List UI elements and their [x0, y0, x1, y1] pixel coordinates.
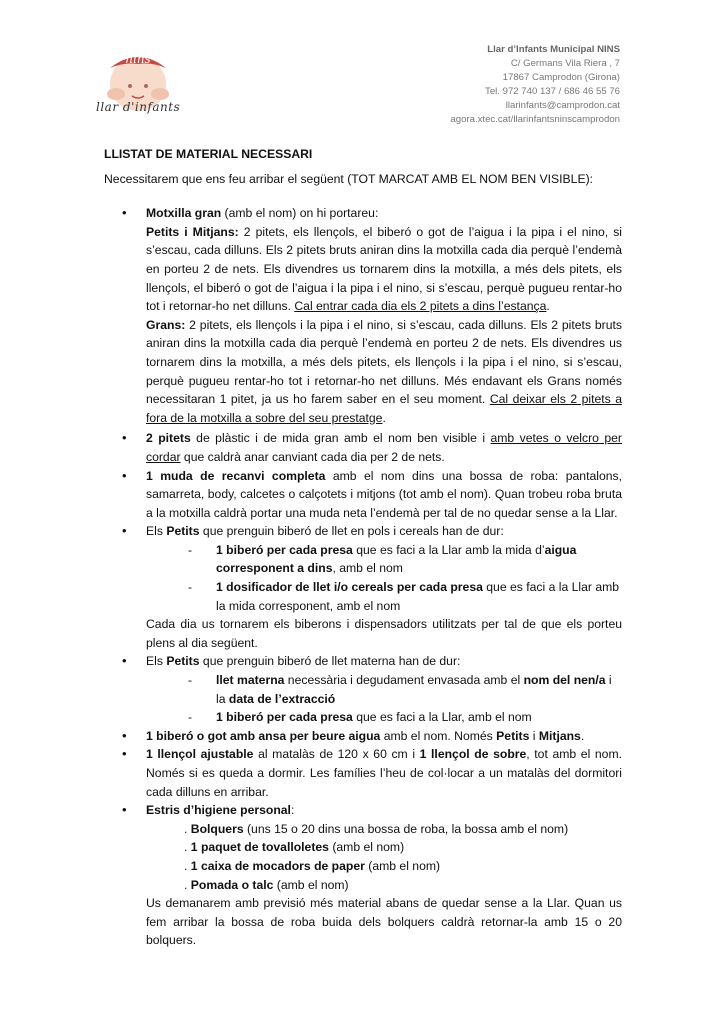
sub-bold: 1 dosificador de llet i/o cereals per cada presa: [216, 580, 483, 595]
website: agora.xtec.cat/llarinfantsninscamprodon: [450, 114, 620, 125]
material-list-cont: [104, 652, 622, 671]
logo: [92, 46, 184, 128]
sub-text: (uns 15 o 20 dins una bossa de roba, la bossa amb el nom): [243, 821, 569, 836]
item-text: al matalàs de 120 x 60 cm i: [253, 747, 420, 762]
list-item-llencol: [104, 745, 622, 801]
hygiene-note: Us demanarem amb previsió més material abans de quedar sense a la Llar. Quan us fem arribar la bossa de roba buida dels bolquers caldrà retornar-la amb 15 o 20 bolquers.: [146, 896, 622, 948]
dot: .: [184, 877, 191, 892]
sublist-llet: [104, 541, 622, 615]
sub-bold: 1 biberó per cada presa: [216, 710, 353, 725]
sublist-item: [188, 671, 622, 708]
item-bold: 1 llençol ajustable: [146, 747, 254, 762]
sublist-item: [188, 708, 622, 727]
sub-text: i la: [216, 673, 612, 706]
sublist-item: [188, 578, 622, 615]
item-text: que prenguin biberó de llet en pols i cereals han de dur:: [199, 524, 504, 539]
item-underline: amb vetes o velcro per cordar: [146, 431, 622, 464]
petits-underline: Cal entrar cada dia els 2 pitets a dins l’estança: [294, 299, 547, 314]
llet-note: Cada dia us tornarem els biberons i dispensadors utilitzats per tal de que els porteu plens al dia següent.: [146, 617, 622, 650]
sub-text: que es faci a la Llar amb la mida corresponent, amb el nom: [216, 580, 620, 613]
hygiene-list: [104, 820, 622, 894]
material-list: [104, 204, 622, 541]
list-item-petits-llet: [104, 522, 622, 541]
item-text: , tot amb el nom. Només si es queda a dormir. Les famílies l’heu de col·locar a un matalàs del dormitori cada dilluns en arribar.: [146, 747, 622, 799]
item-bold: 1 biberó o got amb ansa per beure aigua: [146, 728, 381, 743]
item-text: que prenguin biberó de llet materna han de dur:: [199, 654, 461, 669]
list-item-higiene: [104, 801, 622, 820]
letterhead: [450, 43, 620, 127]
item-text: (amb el nom) on hi portareu:: [221, 206, 379, 221]
list-item-got: [104, 727, 622, 746]
hygiene-item: [184, 876, 622, 895]
item-text: Els: [146, 524, 167, 539]
item-text: Els: [146, 654, 167, 669]
list-item-muda: [104, 467, 622, 523]
sub-bold: data de l’extracció: [228, 691, 336, 706]
punct: .: [382, 410, 386, 425]
sub-bold: 1 caixa de mocadors de paper: [190, 858, 365, 873]
sub-bold: 1 biberó per cada presa: [216, 542, 353, 557]
item-bold: 1 llençol de sobre: [419, 747, 527, 762]
sub-bold: llet materna: [216, 673, 285, 688]
sublist-materna: [104, 671, 622, 727]
item-text: que caldrà anar canviant cada dia per 2 de nets.: [180, 449, 445, 464]
document-body: [104, 145, 622, 950]
petits-text: 2 pitets, els llençols, el biberó o got de l’aigua i la pipa i el nino, si s’escau, cada dilluns. Els 2 pitets bruts aniran dins la motxilla cada dia perquè l’endemà en porteu 2 de nets. Els divendres us tornarem dins la motxilla, a més dels pitets, els llençols, el biberó o got de l’aigua i la pipa i el nino, si s’escau, perquè pugueu rentar-ho tot i retornar-ho net dilluns.: [146, 224, 622, 314]
address: C/ Germans Vila Riera , 7: [510, 58, 620, 69]
document-title: LLISTAT DE MATERIAL NECESSARI: [104, 147, 313, 161]
sublist-item: [188, 541, 622, 578]
list-item-motxilla: [104, 204, 622, 427]
sub-text: (amb el nom): [273, 877, 349, 892]
list-item-pitets: [104, 429, 622, 466]
item-bold: Petits: [166, 654, 200, 669]
dot: .: [184, 821, 191, 836]
material-list-cont2: [104, 727, 622, 820]
item-text: de plàstic i de mida gran amb el nom ben visible i: [190, 431, 491, 446]
intro-text: Necessitarem que ens feu arribar el següent (TOT MARCAT AMB EL NOM BEN VISIBLE):: [104, 171, 594, 186]
item-bold: Motxilla gran: [146, 206, 222, 221]
item-bold: Petits: [166, 524, 200, 539]
list-item-petits-materna: [104, 652, 622, 671]
sub-bold: 1 paquet de tovalloletes: [190, 840, 329, 855]
dot: .: [184, 858, 191, 873]
sub-text: (amb el nom): [364, 858, 441, 873]
hygiene-item: [184, 857, 622, 876]
item-bold: 2 pitets: [146, 431, 191, 446]
sub-text: , amb el nom: [332, 561, 403, 576]
sub-bold: aigua corresponent a dins: [216, 542, 577, 576]
org-name: Llar d’Infants Municipal NINS: [487, 44, 620, 55]
hygiene-item: [184, 820, 622, 839]
logo-wordmark: nins: [125, 52, 151, 66]
dot: .: [184, 840, 191, 855]
grans-label: Grans:: [146, 317, 186, 332]
sub-bold: Bolquers: [190, 821, 244, 836]
sub-bold: Pomada o talc: [190, 877, 274, 892]
email: llarinfants@camprodon.cat: [505, 100, 620, 111]
item-bold: 1 muda de recanvi completa: [146, 468, 326, 483]
sub-text: que es faci a la Llar amb la mida d’: [352, 542, 545, 557]
grans-underline: Cal deixar els 2 pitets a fora de la motxilla a sobre del seu prestatge: [146, 392, 622, 425]
item-bold: Estris d’higiene personal: [146, 803, 291, 818]
sub-text: necessària i degudament envasada amb el: [284, 673, 524, 688]
sub-bold: nom del nen/a: [523, 673, 606, 688]
hygiene-item: [184, 838, 622, 857]
petits-label: Petits i Mitjans:: [146, 224, 239, 239]
grans-text: 2 pitets, els llençols i la pipa i el nino, si s’escau, cada dilluns. Els 2 pitets bruts aniran dins la motxilla cada dia perquè l’endemà en porteu 2 de nets. Els divendres us tornarem dins la motxilla, a més dels pitets, els llençols i la pipa i el nino, si s’escau, perquè pugueu rentar-ho tot i retornar-ho net dilluns. Més endavant els Grans només necessitaran 1 pitet, ja us ho farem saber en el seu moment.: [146, 317, 622, 407]
sub-text: que es faci a la Llar, amb el nom: [352, 710, 532, 725]
item-text: i: [529, 728, 539, 743]
city: 17867 Camprodon (Girona): [502, 72, 620, 83]
logo-caption: llar d'infants: [96, 100, 181, 114]
item-text: .: [580, 728, 585, 743]
sub-text: (amb el nom): [328, 840, 405, 855]
punct: .: [546, 299, 550, 314]
item-bold: Petits: [496, 728, 530, 743]
item-text: amb el nom. Només: [380, 728, 497, 743]
phone: Tel. 972 740 137 / 686 46 55 76: [485, 86, 620, 97]
item-text: :: [290, 803, 295, 818]
item-text: amb el nom dins una bossa de roba: pantalons, samarreta, body, calcetes o calçotets i mitjons (tot amb el nom). Quan trobeu roba bruta a la motxilla caldrà portar una muda neta l’endemà per tal de no quedar sense a la Llar.: [146, 468, 622, 520]
item-bold: Mitjans: [538, 728, 581, 743]
